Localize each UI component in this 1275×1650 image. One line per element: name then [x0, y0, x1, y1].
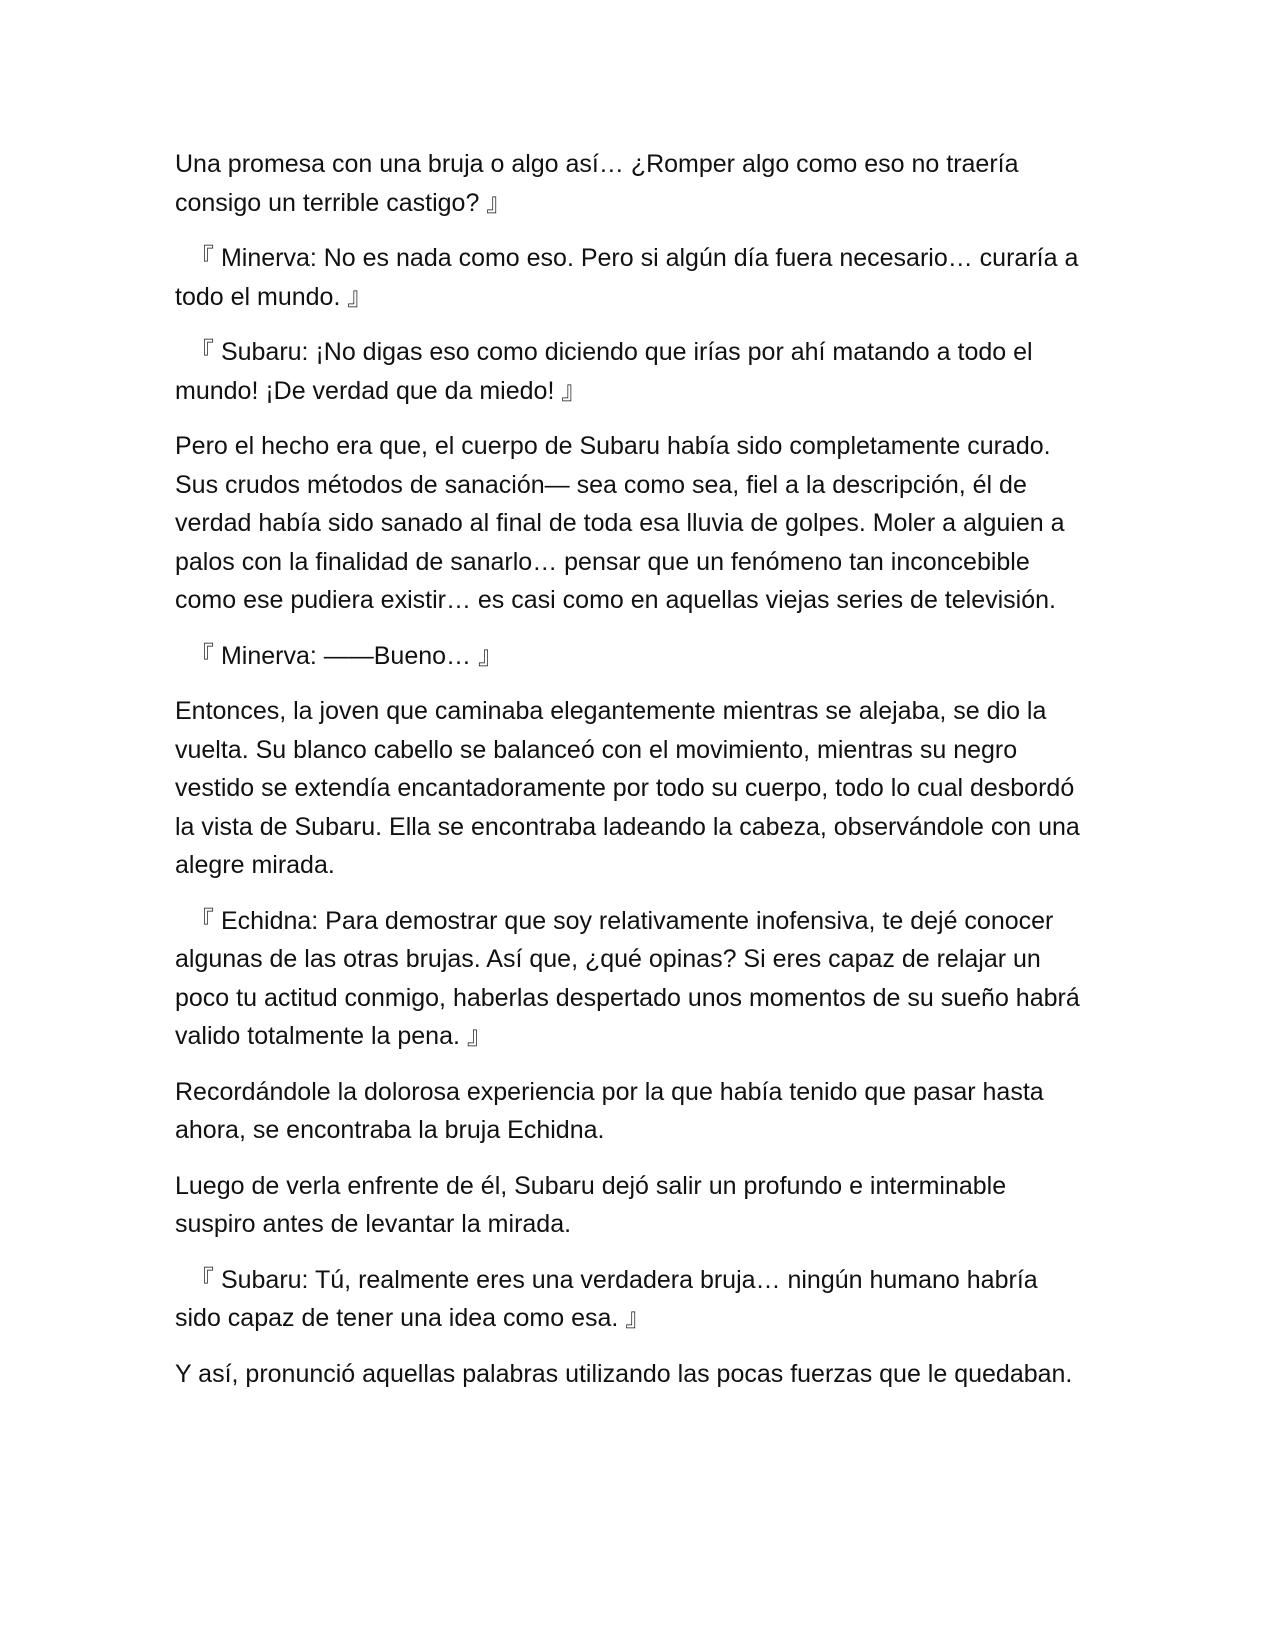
- dialogue-echidna-1: 『 Echidna: Para demostrar que soy relativamente inofensiva, te dejé conocer algunas de las otras brujas. Así que, ¿qué opinas? Si eres capaz de relajar un poco tu actitud conmigo, haberlas despertado unos momentos de su sueño habrá valido totalmente la pena. 』: [175, 906, 1080, 1050]
- paragraph-1: Una promesa con una bruja o algo así… ¿Romper algo como eso no traería consigo un terrible castigo? 』: [175, 150, 1019, 217]
- dialogue-subaru-1: 『 Subaru: ¡No digas eso como diciendo que irías por ahí matando a todo el mundo! ¡De verdad que da miedo! 』: [175, 338, 1033, 405]
- paragraph-6: Y así, pronunció aquellas palabras utilizando las pocas fuerzas que le quedaban.: [175, 1359, 1073, 1388]
- paragraph-2: Pero el hecho era que, el cuerpo de Subaru había sido completamente curado. Sus crudos métodos de sanación— sea como sea, fiel a la descripción, él de verdad había sido sanado al final de toda esa lluvia de golpes. Moler a alguien a palos con la finalidad de sanarlo… pensar que un fenómeno tan inconcebible como ese pudiera existir… es casi como en aquellas viejas series de televisión.: [175, 432, 1065, 614]
- paragraph-4: Recordándole la dolorosa experiencia por la que había tenido que pasar hasta ahora, se encontraba la bruja Echidna.: [175, 1077, 1044, 1144]
- dialogue-minerva-2: 『 Minerva: ——Bueno… 』: [189, 641, 503, 670]
- paragraph-5: Luego de verla enfrente de él, Subaru dejó salir un profundo e interminable suspiro antes de levantar la mirada.: [175, 1171, 1007, 1238]
- dialogue-subaru-2: 『 Subaru: Tú, realmente eres una verdadera bruja… ningún humano habría sido capaz de tener una idea como esa. 』: [175, 1265, 1038, 1332]
- dialogue-minerva-1: 『 Minerva: No es nada como eso. Pero si algún día fuera necesario… curaría a todo el mundo. 』: [175, 244, 1079, 311]
- document-page: [175, 145, 1090, 1410]
- paragraph-3: Entonces, la joven que caminaba elegantemente mientras se alejaba, se dio la vuelta. Su blanco cabello se balanceó con el movimiento, mientras su negro vestido se extendía encantadoramente por todo su cuerpo, todo lo cual desbordó la vista de Subaru. Ella se encontraba ladeando la cabeza, observándole con una alegre mirada.: [175, 697, 1080, 879]
